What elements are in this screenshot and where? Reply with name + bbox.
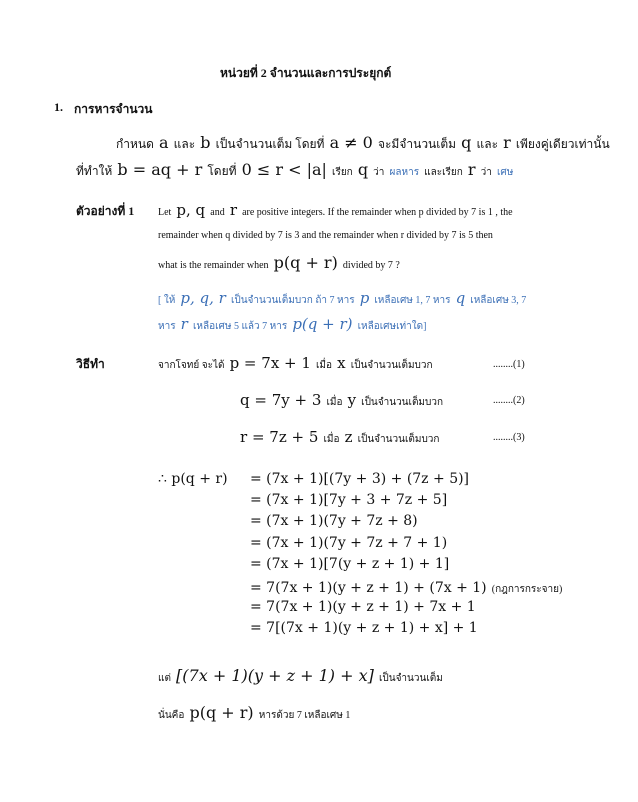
example-vars: p, q [176,201,206,219]
conclusion-text: แต่ [158,673,171,684]
def-text: ว่า [480,167,492,178]
example-text: are positive integers. If the remainder when p divided by 7 is 1 , the [242,207,513,218]
def-var-b: b [200,133,211,152]
conclusion-line-1 [158,666,443,686]
example-th-text: เหลือเศษ 1, 7 หาร [374,295,451,306]
solution-label: วิธีทำ [76,357,105,371]
solution-text: เมื่อ [326,397,343,408]
example-en-line-2: remainder when q divided by 7 is 3 and the remainder when r divided by 7 is 5 then [158,230,493,241]
derivation-lhs: ∴ p(q + r) [158,471,228,487]
derivation-step-3: = (7x + 1)(7y + 7z + 8) [250,513,418,529]
example-th-text: เหลือเศษ 3, 7 [470,295,527,306]
def-var-r: r [503,133,511,152]
def-text: และ [476,137,499,151]
example-en-line-1 [158,200,513,219]
def-text: โดยที่ [207,164,237,178]
example-th-text: เหลือเศษเท่าใด] [357,321,427,332]
solution-text: เป็นจำนวนเต็มบวก [361,397,444,408]
def-text: เพียงคู่เดียวเท่านั้น [515,137,610,151]
solution-line-1 [158,353,433,373]
solution-text: เป็นจำนวนเต็มบวก [350,360,433,371]
def-term-remainder: เศษ [497,167,514,178]
conclusion-expr: p(q + r) [189,703,254,722]
example-text: what is the remainder when [158,260,269,271]
example-th-text: หาร [158,321,176,332]
derivation-step-4: = (7x + 1)(7y + 7z + 7 + 1) [250,535,448,551]
example-th-text: [ ให้ [158,295,176,306]
derivation-step-5: = (7x + 1)[7(y + z + 1) + 1] [250,556,450,572]
derivation-step-2: = (7x + 1)[7y + 3 + 7z + 5] [250,492,448,508]
derivation-step-6-expr: = 7(7x + 1)(y + z + 1) + (7x + 1) [250,580,487,596]
def-var-q: q [357,160,369,179]
derivation-step-6 [250,577,562,597]
section-title: การหารจำนวน [74,102,153,116]
derivation-step-1: = (7x + 1)[(7y + 3) + (7z + 5)] [250,471,470,487]
solution-equation: p = 7x + 1 [229,354,311,372]
example-th-line-2 [158,314,426,334]
solution-text: จากโจทย์ จะได้ [158,360,225,371]
derivation-step-7: = 7(7x + 1)(y + z + 1) + 7x + 1 [250,599,476,615]
example-th-line-1 [158,288,526,308]
equation-number-1: ........(1) [493,359,525,370]
derivation-step-8: = 7[(7x + 1)(y + z + 1) + x] + 1 [250,620,478,636]
example-text: and [210,207,225,218]
solution-equation: q = 7y + 3 [240,391,322,409]
example-label: ตัวอย่างที่ 1 [76,204,135,218]
conclusion-expr: [(7x + 1)(y + z + 1) + x] [176,666,374,685]
example-text: Let [158,207,172,218]
solution-line-3 [240,427,439,447]
definition-line-2 [76,160,513,181]
example-text: divided by 7 ? [342,260,400,271]
conclusion-text: เป็นจำนวนเต็ม [378,673,443,684]
example-th-expr: p(q + r) [292,315,353,333]
def-text: ว่า [373,167,385,178]
example-th-var: p [359,289,370,307]
example-expr: p(q + r) [273,253,338,272]
conclusion-text: นั่นคือ [158,710,185,721]
solution-text: เป็นจำนวนเต็มบวก [357,434,440,445]
equation-number-3: ........(3) [493,432,525,443]
solution-var: x [337,354,346,372]
def-text: เป็นจำนวนเต็ม โดยที่ [215,137,325,151]
example-var-r: r [229,201,237,219]
def-text: เรียก [332,167,353,178]
def-var-q: q [461,133,472,152]
unit-title: หน่วยที่ 2 จำนวนและการประยุกต์ [220,66,392,80]
def-equation: b = aq + r [117,160,203,179]
example-en-line-3 [158,253,400,272]
solution-var: y [347,391,357,409]
section-number: 1. [54,100,63,114]
example-th-var: q [455,289,466,307]
example-th-var: r [180,315,188,333]
def-text: และเรียก [424,167,463,178]
def-var-r: r [467,160,476,179]
definition-line-1 [116,133,610,154]
def-text: และ [173,137,196,151]
def-term-quotient: ผลหาร [389,167,420,178]
solution-text: เมื่อ [316,360,333,371]
solution-equation: r = 7z + 5 [240,428,319,446]
solution-text: เมื่อ [323,434,340,445]
def-text: จะมีจำนวนเต็ม [377,137,457,151]
distributive-law-note: (กฎการกระจาย) [491,584,563,595]
def-inequality: 0 ≤ r < |a| [241,160,327,179]
conclusion-text: หารด้วย 7 เหลือเศษ 1 [258,710,351,721]
solution-var: z [344,428,353,446]
solution-line-2 [240,390,443,410]
example-th-text: เหลือเศษ 5 แล้ว 7 หาร [192,321,288,332]
example-th-vars: p, q, r [180,289,226,307]
example-th-text: เป็นจำนวนเต็มบวก ถ้า 7 หาร [230,295,355,306]
conclusion-line-2 [158,703,350,723]
equation-number-2: ........(2) [493,395,525,406]
def-text: กำหนด [116,137,154,151]
def-text: ที่ทำให้ [76,164,113,178]
def-condition: a ≠ 0 [329,133,373,152]
def-var-a: a [159,133,169,152]
